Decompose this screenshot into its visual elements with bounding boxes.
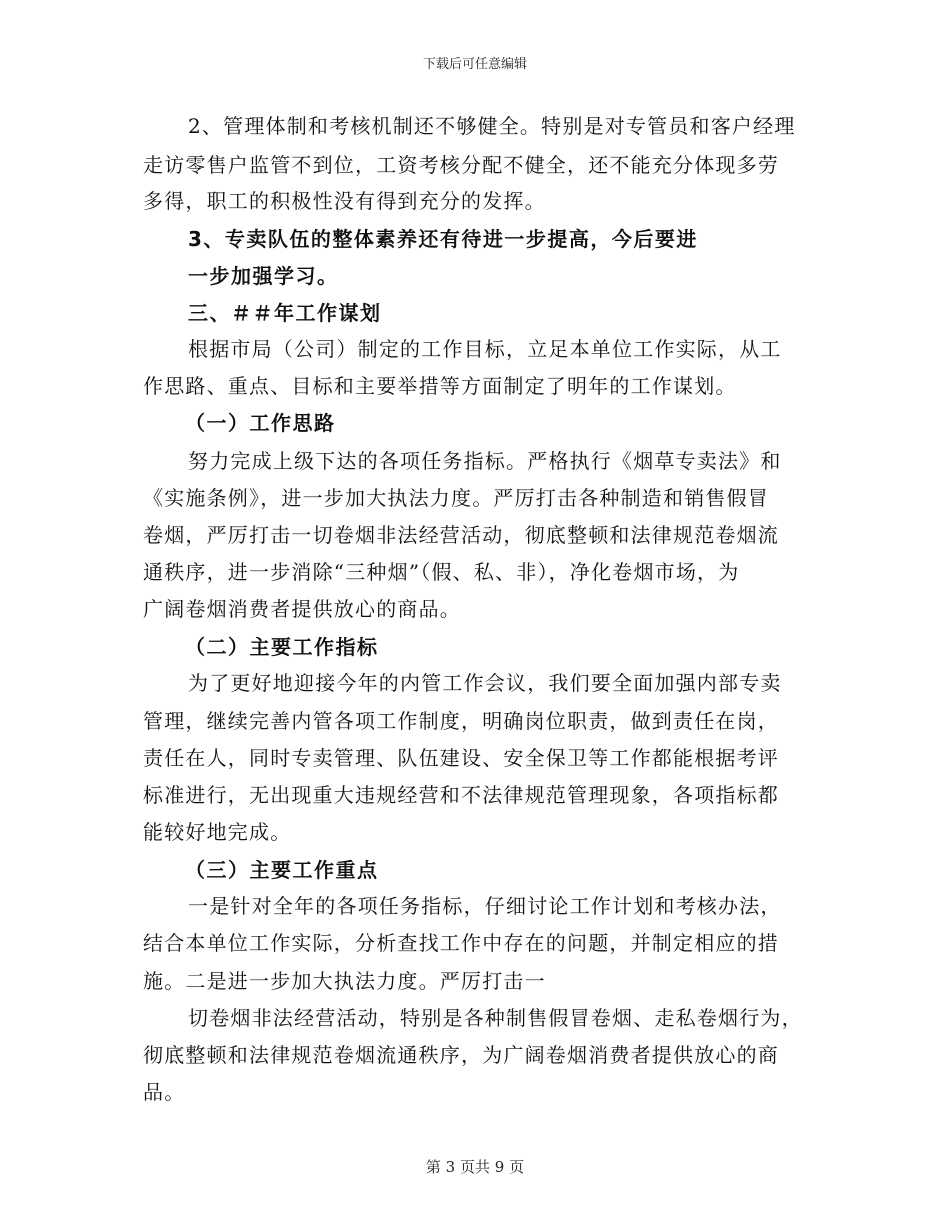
paragraph-line: 责任在人，同时专卖管理、队伍建设、安全保卫等工作都能根据考评 [143,746,779,770]
paragraph-line: 广阔卷烟消费者提供放心的商品。 [143,597,461,621]
paragraph-line: 通秩序，进一步消除“三种烟”（假、私、非），净化卷烟市场，为 [143,560,740,584]
subsection-heading: （三）主要工作重点 [185,858,379,882]
paragraph-line: 多得，职工的积极性没有得到充分的发挥。 [143,189,546,213]
subsection-heading: （二）主要工作指标 [185,635,379,659]
paragraph-line: 标准进行，无出现重大违规经营和不法律规范管理现象，各项指标都 [143,783,779,807]
paragraph-line: 根据市局（公司）制定的工作目标，立足本单位工作实际，从工 [188,337,782,361]
paragraph-line: 品。 [143,1080,186,1104]
heading-line: 一步加强学习。 [188,264,339,288]
page-header: 下载后可任意编辑 [422,57,527,72]
subsection-heading: （一）工作思路 [185,411,336,435]
paragraph-line: 努力完成上级下达的各项任务指标。严格执行《烟草专卖法》和 [188,449,782,473]
paragraph-line: 为了更好地迎接今年的内管工作会议，我们要全面加强内部专卖 [188,671,782,695]
heading-line: 3、专卖队伍的整体素养还有待进一步提高，今后要进 [188,227,698,251]
paragraph-line: 卷烟，严厉打击一切卷烟非法经营活动，彻底整顿和法律规范卷烟流 [143,523,779,547]
paragraph-line: 《实施条例》，进一步加大执法力度。严厉打击各种制造和销售假冒 [143,486,769,510]
paragraph-line: 施。二是进一步加大执法力度。严厉打击一 [143,969,546,993]
paragraph-line: 走访零售户监管不到位，工资考核分配不健全，还不能充分体现多劳 [143,153,779,177]
section-heading: 三、＃＃年工作谋划 [188,301,382,325]
page-number: 第 3 页共 9 页 [425,1158,525,1176]
paragraph-line: 彻底整顿和法律规范卷烟流通秩序，为广阔卷烟消费者提供放心的商 [143,1043,779,1067]
paragraph-line: 作思路、重点、目标和主要举措等方面制定了明年的工作谋划。 [143,374,737,398]
paragraph-line: 结合本单位工作实际，分析查找工作中存在的问题，并制定相应的措 [143,931,779,955]
paragraph-line: 能较好地完成。 [143,820,292,844]
paragraph-line: 一是针对全年的各项任务指标，仔细讨论工作计划和考核办法， [188,894,782,918]
paragraph-line: 管理，继续完善内管各项工作制度，明确岗位职责，做到责任在岗， [143,709,779,733]
paragraph-line: 2、管理体制和考核机制还不够健全。特别是对专管员和客户经理 [188,114,796,138]
paragraph-line: 切卷烟非法经营活动，特别是各种制售假冒卷烟、走私卷烟行为， [188,1006,803,1030]
